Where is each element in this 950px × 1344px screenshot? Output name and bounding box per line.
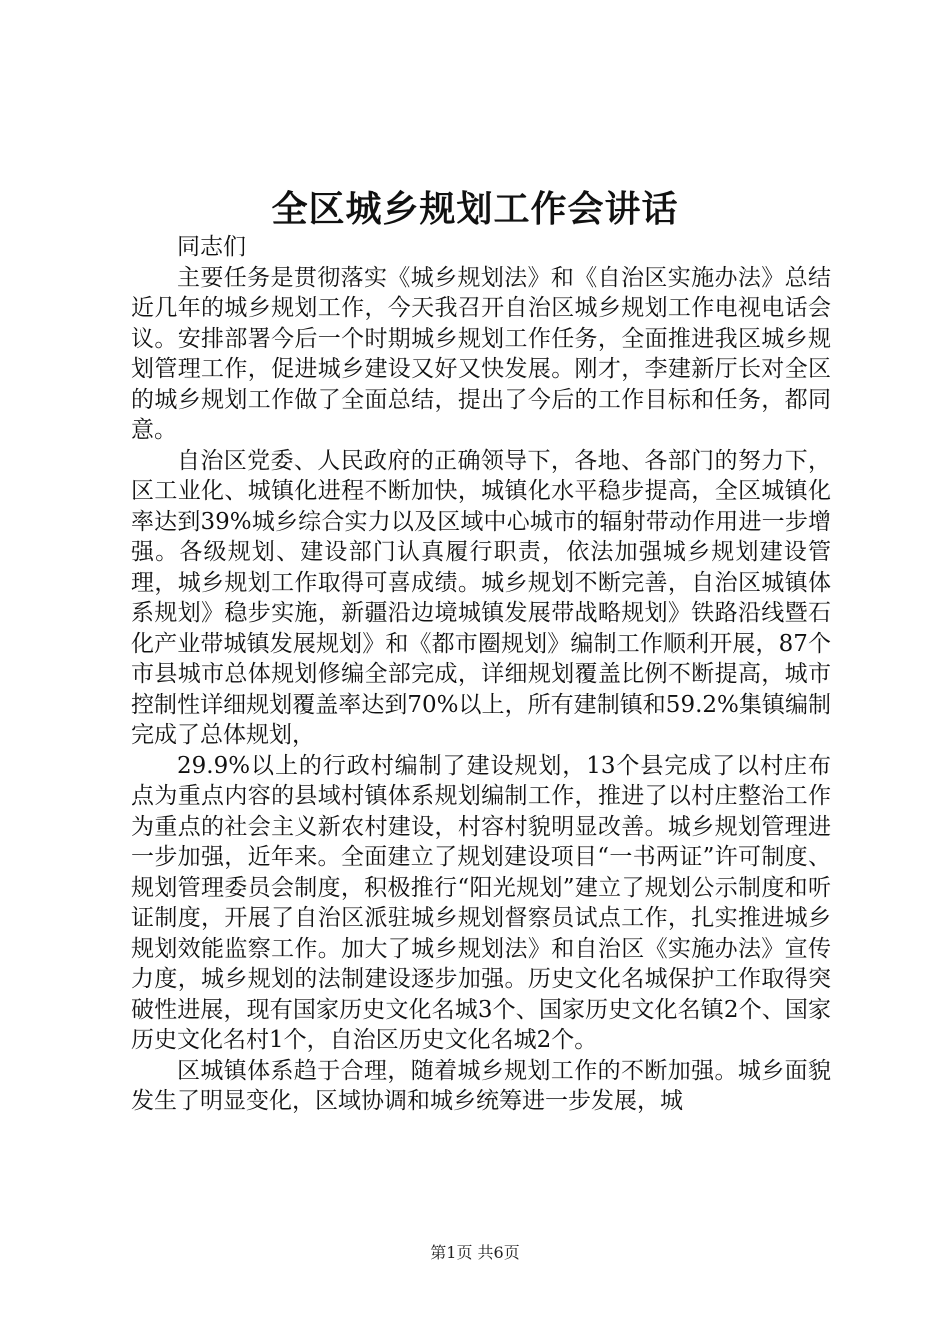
paragraph: 29.9%以上的行政村编制了建设规划，13个县完成了以村庄布点为重点内容的县域村镇体系规划编制工作，推进了以村庄整治工作为重点的社会主义新农村建设，村容村貌明显改善。城乡规划管理进一步加强，近年来。全面建立了规划建设项目“一书两证”许可制度、规划管理委员会制度，积极推行“阳光规划”建立了规划公示制度和听证制度，开展了自治区派驻城乡规划督察员试点工作，扎实推进城乡规划效能监察工作。加大了城乡规划法》和自治区《实施办法》宣传力度，城乡规划的法制建设逐步加强。历史文化名城保护工作取得突破性进展，现有国家历史文化名城3个、国家历史文化名镇2个、国家历史文化名村1个，自治区历史文化名城2个。: [131, 752, 831, 1053]
paragraph: 主要任务是贯彻落实《城乡规划法》和《自治区实施办法》总结近几年的城乡规划工作，今天我召开自治区城乡规划工作电视电话会议。安排部署今后一个时期城乡规划工作任务，全面推进我区城乡规划管理工作，促进城乡建设又好又快发展。刚才，李建新厅长对全区的城乡规划工作做了全面总结，提出了今后的工作目标和任务，都同意。: [131, 264, 831, 443]
page-number-footer: 第1页 共6页: [430, 1243, 520, 1262]
document-title: 全区城乡规划工作会讲话: [271, 188, 679, 230]
document-body: [131, 232, 831, 1117]
paragraph: 区城镇体系趋于合理，随着城乡规划工作的不断加强。城乡面貌发生了明显变化，区域协调和城乡统筹进一步发展，城: [131, 1057, 831, 1114]
paragraph: 自治区党委、人民政府的正确领导下，各地、各部门的努力下，区工业化、城镇化进程不断加快，城镇化水平稳步提高，全区城镇化率达到39%城乡综合实力以及区域中心城市的辐射带动作用进一步增强。各级规划、建设部门认真履行职责，依法加强城乡规划建设管理，城乡规划工作取得可喜成绩。城乡规划不断完善，自治区城镇体系规划》稳步实施，新疆沿边境城镇发展带战略规划》铁路沿线暨石化产业带城镇发展规划》和《都市圈规划》编制工作顺利开展，87个市县城市总体规划修编全部完成，详细规划覆盖比例不断提高，城市控制性详细规划覆盖率达到70%以上，所有建制镇和59.2%集镇编制完成了总体规划，: [131, 447, 831, 748]
salutation: 同志们: [177, 234, 246, 260]
